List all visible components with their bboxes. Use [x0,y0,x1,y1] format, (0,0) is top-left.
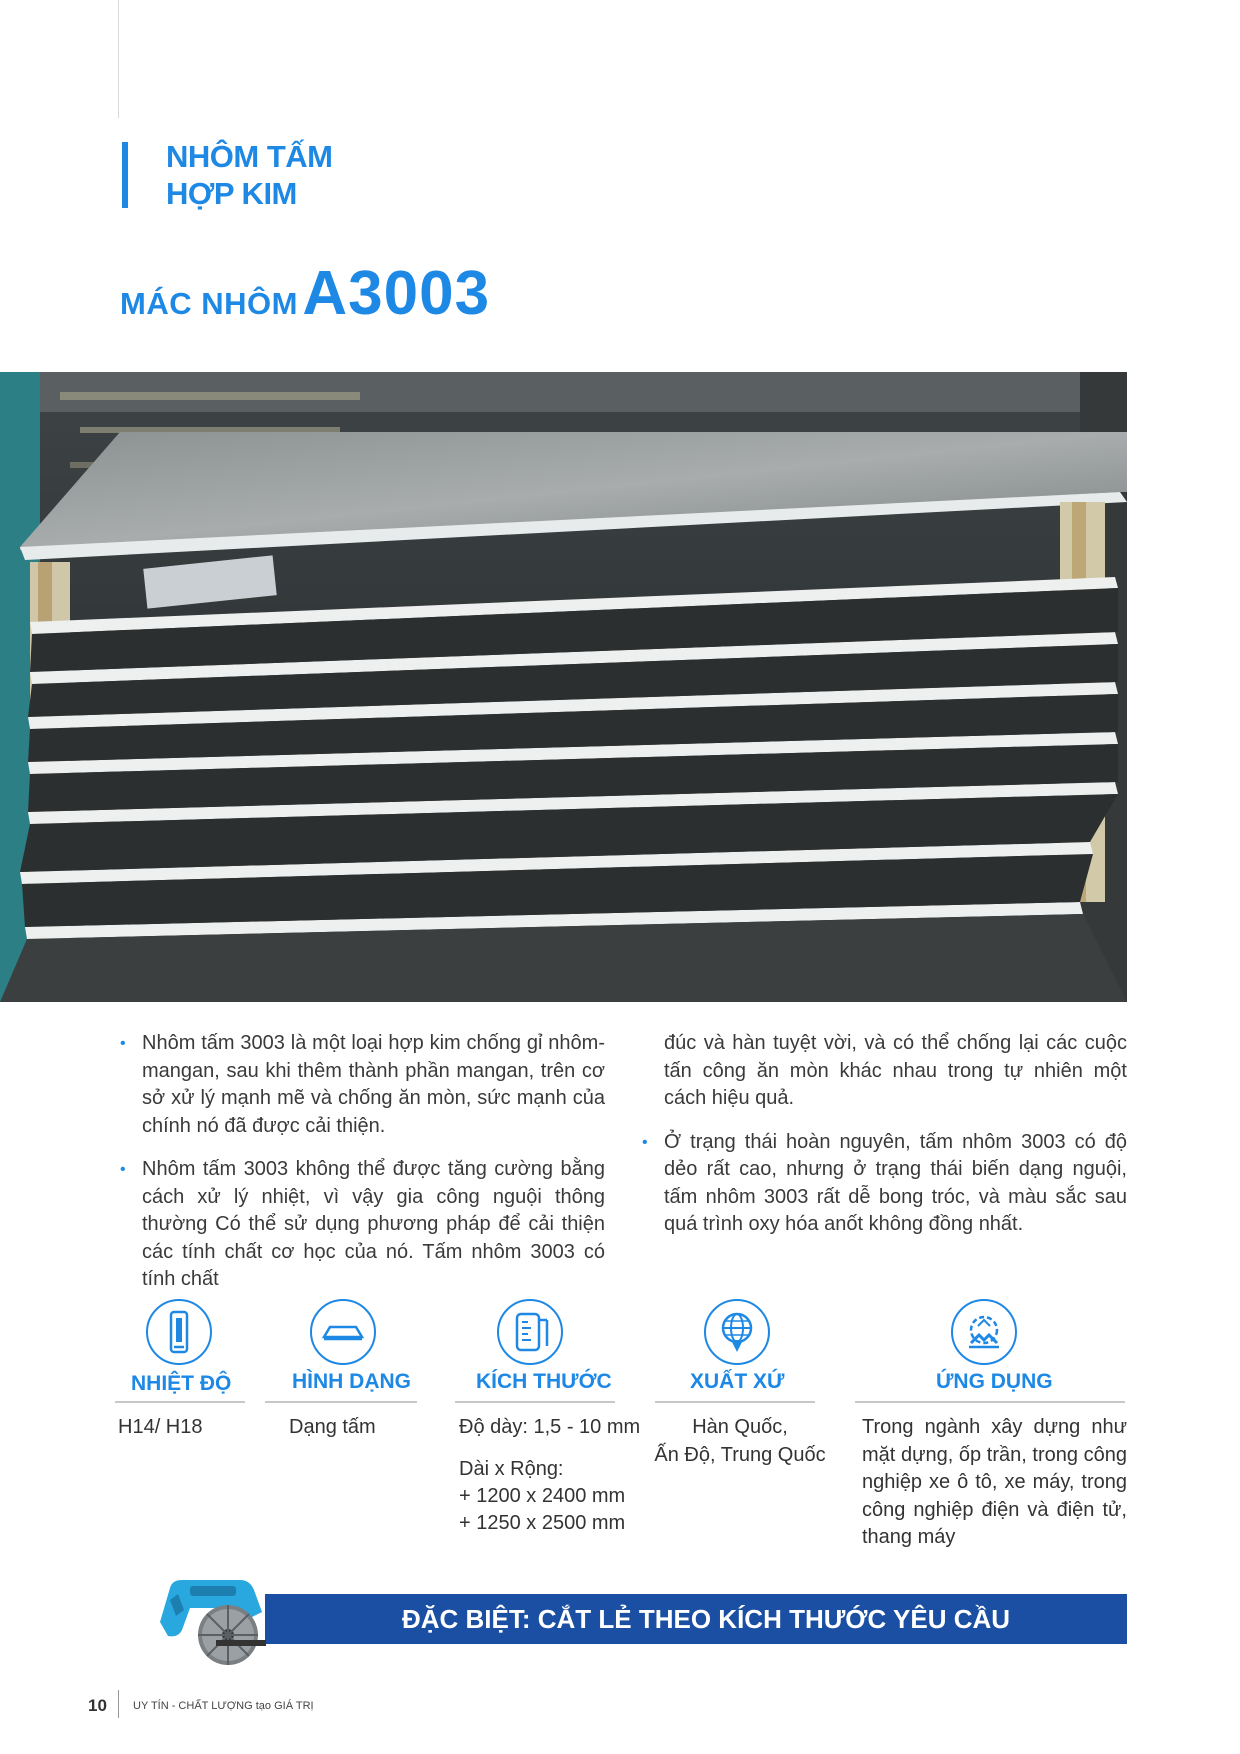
description-bullet-3: • Ở trạng thái hoàn nguyên, tấm nhôm 3003 có độ dẻo rất cao, nhưng ở trạng thái biến dạng nguội, tấm nhôm 3003 rất dễ bong tróc, và màu sắc sau quá trình oxy hóa anốt không đồng nhất. [642,1129,1127,1239]
product-photo [0,372,1127,1002]
category-title [166,138,332,212]
product-code: A3003 [302,259,491,328]
spec-dimensions-size-1: + 1200 x 2400 mm [459,1485,626,1507]
spec-origin-label: XUẤT XỨ [690,1370,785,1393]
description-section [120,1030,1127,1290]
spec-origin-value [650,1414,830,1469]
page-number: 10 [88,1696,107,1715]
category-line-2: HỢP KIM [166,176,297,211]
description-bullet-1: • Nhôm tấm 3003 là một loại hợp kim chống gỉ nhôm-mangan, sau khi thêm thành phần mangan, trên cơ sở xử lý mạnh mẽ và chống ăn mòn, sức mạnh của chính nó đã được cải thiện. [120,1030,605,1140]
thermometer-icon [146,1299,212,1365]
spec-shape-value: Dạng tấm [289,1416,376,1438]
spec-temper-divider [115,1401,245,1403]
description-bullet-2: • Nhôm tấm 3003 không thể được tăng cường bằng cách xử lý nhiệt, vì vậy gia công nguội thông thường Có thể sử dụng phương pháp để cải thiện các tính chất cơ học của nó. Tấm nhôm 3003 có tính chất [120,1156,605,1294]
footer-slogan: UY TÍN - CHẤT LƯỢNG tạo GIÁ TRỊ [133,1700,314,1712]
circular-saw-icon [150,1560,290,1670]
sheet-shape-icon [310,1299,376,1365]
spec-temper-label: NHIỆT ĐỘ [131,1372,232,1395]
description-right-column [642,1030,1127,1255]
spec-temper-value: H14/ H18 [118,1416,203,1438]
spec-origin-line-2: Ấn Độ, Trung Quốc [654,1443,826,1466]
footer-separator [118,1690,119,1718]
application-icon [951,1299,1017,1365]
spec-dimensions-size-heading: Dài x Rộng: [459,1458,564,1480]
spec-origin-divider [655,1401,815,1403]
product-title [120,258,490,329]
spec-origin-line-1: Hàn Quốc, [692,1416,788,1438]
special-offer-text: ĐẶC BIỆT: CẮT LẺ THEO KÍCH THƯỚC YÊU CẦU [401,1604,1011,1634]
category-accent-bar [122,142,128,208]
spec-shape-divider [265,1401,417,1403]
spec-dimensions-size-2: + 1250 x 2500 mm [459,1512,626,1534]
spec-application-divider [855,1401,1125,1403]
top-rule [118,0,119,118]
spec-application-value: Trong ngành xây dựng như mặt dựng, ốp trần, trong công nghiệp xe ô tô, xe máy, trong công nghiệp điện và điện tử, thang máy [862,1416,1127,1548]
category-line-1: NHÔM TẤM [166,139,333,174]
product-prefix: MÁC NHÔM [120,286,298,321]
globe-pin-icon [704,1299,770,1365]
tape-measure-icon [497,1299,563,1365]
aluminium-sheets-stack-image [0,372,1127,1002]
spec-dimensions-label: KÍCH THƯỚC [476,1370,612,1393]
description-continuation: đúc và hàn tuyệt vời, và có thể chống lại các cuộc tấn công ăn mòn khác nhau trong tự nhiên một cách hiệu quả. [664,1032,1127,1109]
spec-dimensions-thickness: Độ dày: 1,5 - 10 mm [459,1416,641,1438]
spec-shape-label: HÌNH DẠNG [292,1370,411,1393]
description-left-column [120,1030,605,1310]
spec-application-label: ỨNG DỤNG [936,1370,1053,1393]
spec-dimensions-divider [455,1401,615,1403]
